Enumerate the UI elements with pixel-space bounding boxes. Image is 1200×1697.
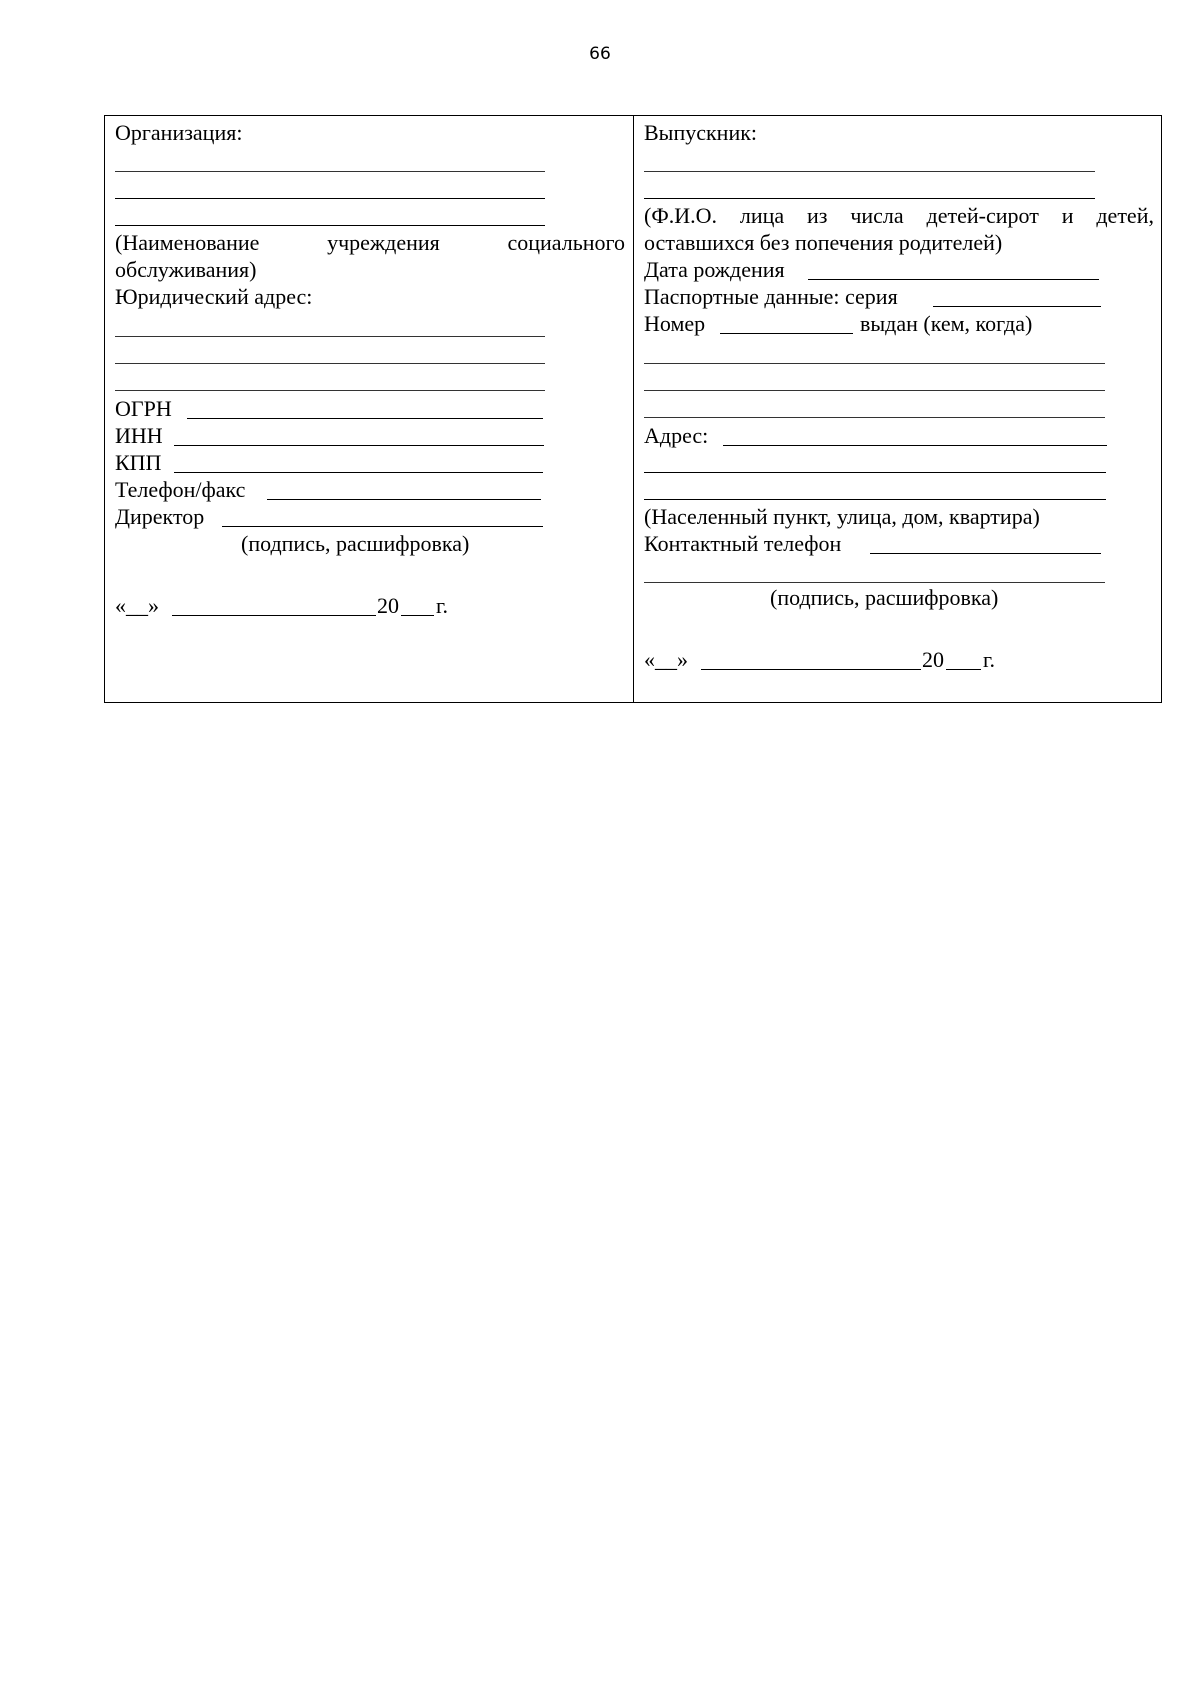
- date-year-suffix: г.: [983, 647, 996, 672]
- organization-name-line-1[interactable]: [115, 171, 545, 172]
- graduate-fio-line-2[interactable]: [644, 198, 1095, 199]
- caption-word: (Наименование: [115, 230, 260, 255]
- passport-series-field[interactable]: [933, 306, 1101, 307]
- caption-word: из: [807, 203, 828, 228]
- passport-issued-line-3[interactable]: [644, 417, 1105, 418]
- passport-issued-line-1[interactable]: [644, 363, 1105, 364]
- date-year-field[interactable]: [946, 669, 981, 670]
- graduate-heading: Выпускник:: [644, 120, 758, 145]
- date-year-prefix: 20: [922, 647, 944, 672]
- ogrn-field[interactable]: [187, 418, 543, 419]
- caption-word: числа: [850, 203, 904, 228]
- birth-date-field[interactable]: [808, 279, 1099, 280]
- passport-issued-label: выдан (кем, когда): [860, 311, 1033, 336]
- date-year-prefix: 20: [377, 593, 399, 618]
- address-field-3[interactable]: [644, 499, 1106, 500]
- caption-word: и: [1061, 203, 1074, 228]
- date-day-quote: «__»: [115, 593, 159, 618]
- page-number: 66: [589, 44, 611, 64]
- legal-address-line-1[interactable]: [115, 336, 545, 337]
- caption-word: (Ф.И.О.: [644, 203, 717, 228]
- kpp-label: КПП: [115, 450, 162, 475]
- address-field-1[interactable]: [723, 445, 1107, 446]
- passport-issued-line-2[interactable]: [644, 390, 1105, 391]
- birth-date-label: Дата рождения: [644, 257, 785, 282]
- date-month-field[interactable]: [701, 669, 921, 670]
- agreement-signature-table: [104, 115, 1162, 703]
- caption-word: социального: [507, 230, 625, 255]
- graduate-column: [634, 116, 1161, 702]
- address-label: Адрес:: [644, 423, 709, 448]
- date-year-suffix: г.: [436, 593, 449, 618]
- caption-word: детей,: [1096, 203, 1154, 228]
- passport-series-label: Паспортные данные: серия: [644, 284, 898, 309]
- kpp-field[interactable]: [174, 472, 543, 473]
- graduate-fio-caption-line-2: оставшихся без попечения родителей): [644, 230, 1003, 255]
- organization-column: [105, 116, 634, 702]
- legal-address-line-3[interactable]: [115, 390, 545, 391]
- director-signature-field[interactable]: [222, 526, 543, 527]
- passport-number-label: Номер: [644, 311, 706, 336]
- graduate-signature-field[interactable]: [644, 582, 1105, 583]
- organization-name-caption-line-2: обслуживания): [115, 257, 257, 282]
- graduate-fio-caption: [644, 203, 1154, 229]
- date-month-field[interactable]: [172, 615, 376, 616]
- passport-number-field[interactable]: [720, 333, 853, 334]
- contact-phone-field[interactable]: [870, 553, 1101, 554]
- caption-word: детей-сирот: [926, 203, 1039, 228]
- caption-word: лица: [739, 203, 785, 228]
- director-signature-caption: (подпись, расшифровка): [241, 531, 470, 556]
- caption-word: учреждения: [327, 230, 440, 255]
- address-field-2[interactable]: [644, 472, 1106, 473]
- contact-phone-label: Контактный телефон: [644, 531, 842, 556]
- phone-fax-field[interactable]: [267, 499, 541, 500]
- ogrn-label: ОГРН: [115, 396, 172, 421]
- organization-name-line-2[interactable]: [115, 198, 545, 199]
- legal-address-label: Юридический адрес:: [115, 284, 313, 309]
- organization-heading: Организация:: [115, 120, 243, 145]
- phone-fax-label: Телефон/факс: [115, 477, 246, 502]
- address-caption: (Населенный пункт, улица, дом, квартира): [644, 504, 1040, 529]
- organization-name-line-3[interactable]: [115, 225, 545, 226]
- organization-name-caption: [115, 230, 625, 256]
- date-year-field[interactable]: [401, 615, 434, 616]
- graduate-signature-caption: (подпись, расшифровка): [770, 585, 999, 610]
- date-day-quote: «__»: [644, 647, 688, 672]
- legal-address-line-2[interactable]: [115, 363, 545, 364]
- inn-field[interactable]: [174, 445, 544, 446]
- graduate-fio-line-1[interactable]: [644, 171, 1095, 172]
- director-label: Директор: [115, 504, 205, 529]
- inn-label: ИНН: [115, 423, 163, 448]
